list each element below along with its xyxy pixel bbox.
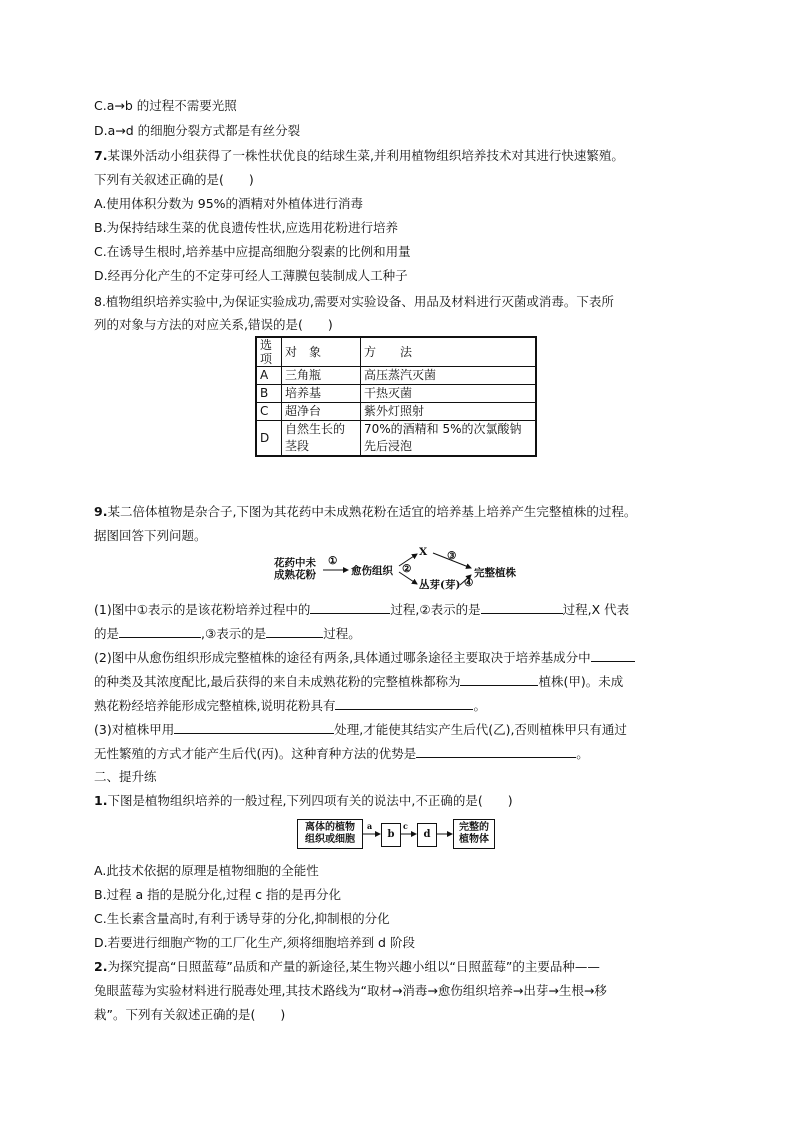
diagram-box-d: d bbox=[417, 823, 437, 847]
b2-stem-line3: 栽”。下列有关叙述正确的是( ) bbox=[94, 1007, 286, 1022]
q6-option-c: C.a→b 的过程不需要光照 bbox=[94, 98, 237, 113]
q7-option-b: B.为保持结球生菜的优良遗传性状,应选用花粉进行培养 bbox=[94, 220, 399, 235]
row-d-object: 自然生长的 茎段 bbox=[282, 421, 361, 457]
row-c-object: 超净台 bbox=[282, 403, 361, 421]
row-c-option: C bbox=[256, 403, 282, 421]
header-option: 选 项 bbox=[256, 337, 282, 367]
b2-stem-text: 为探究提高“日照蓝莓”品质和产量的新途径,某生物兴趣小组以“日照蓝莓”的主要品种—— bbox=[107, 959, 600, 974]
q9-stem-line1: 9.某二倍体植物是杂合子,下图为其花药中未成熟花粉在适宜的培养基上培养产生完整植株的过程。 bbox=[94, 504, 637, 519]
q7-stem-line1: 7.某课外活动小组获得了一株性状优良的结球生菜,并利用植物组织培养技术对其进行快速繁殖。 bbox=[94, 148, 624, 163]
b2-stem-line2: 兔眼蓝莓为实验材料进行脱毒处理,其技术路线为“取材→消毒→愈伤组织培养→出芽→生根→移 bbox=[94, 983, 607, 998]
row-d-option: D bbox=[256, 421, 282, 457]
diagram-box-whole-plant: 完整的 植物体 bbox=[453, 819, 495, 849]
diagram-source: 花药中未 成熟花粉 bbox=[274, 557, 316, 581]
q7-stem-line2: 下列有关叙述正确的是( ) bbox=[94, 172, 254, 187]
row-a-method: 高压蒸汽灭菌 bbox=[361, 367, 537, 385]
q9-stem-line2: 据图回答下列问题。 bbox=[94, 528, 207, 543]
q7-stem-text: 某课外活动小组获得了一株性状优良的结球生菜,并利用植物组织培养技术对其进行快速繁殖。 bbox=[107, 148, 624, 163]
diagram-plant: 完整植株 bbox=[474, 567, 516, 579]
diagram-box-explant: 离体的植物 组织或细胞 bbox=[297, 819, 363, 849]
b1-stem: 1.下图是植物组织培养的一般过程,下列四项有关的说法中,不正确的是( ) bbox=[94, 793, 513, 808]
q7-option-a: A.使用体积分数为 95%的酒精对外植体进行消毒 bbox=[94, 196, 364, 211]
q9-part3-line1: (3)对植株甲用 处理,才能使其结实产生后代(乙),否则植株甲只有通过 bbox=[94, 722, 627, 737]
diagram-step3-label: ③ bbox=[447, 550, 457, 562]
q9-part2-line1: (2)图中从愈伤组织形成完整植株的途径有两条,具体通过哪条途径主要取决于培养基成分中 bbox=[94, 648, 635, 667]
b2-stem-line1: 2.为探究提高“日照蓝莓”品质和产量的新途径,某生物兴趣小组以“日照蓝莓”的主要品种—— bbox=[94, 959, 600, 974]
row-d-method: 70%的酒精和 5%的次氯酸钠 先后浸泡 bbox=[361, 421, 537, 457]
diagram-x: X bbox=[419, 546, 428, 558]
q9-part3-line2: 无性繁殖的方式才能产生后代(丙)。这种育种方法的优势是 。 bbox=[94, 746, 589, 761]
section-heading: 二、提升练 bbox=[94, 769, 157, 784]
b1-option-d: D.若要进行细胞产物的工厂化生产,须将细胞培养到 d 阶段 bbox=[94, 935, 415, 950]
q7-option-c: C.在诱导生根时,培养基中应提高细胞分裂素的比例和用量 bbox=[94, 244, 411, 259]
diagram-step2-label: ② bbox=[402, 563, 412, 575]
q6-option-d: D.a→d 的细胞分裂方式都是有丝分裂 bbox=[94, 123, 301, 138]
header-object: 对 象 bbox=[282, 337, 361, 367]
b1-option-a: A.此技术依据的原理是植物细胞的全能性 bbox=[94, 863, 319, 878]
b1-option-b: B.过程 a 指的是脱分化,过程 c 指的是再分化 bbox=[94, 887, 341, 902]
q9-part1-line2: 的是 ,③表示的是 过程。 bbox=[94, 626, 361, 641]
q7-option-d: D.经再分化产生的不定芽可经人工薄膜包装制成人工种子 bbox=[94, 268, 408, 283]
diagram-label-c: c bbox=[403, 821, 408, 831]
b1-stem-text: 下图是植物组织培养的一般过程,下列四项有关的说法中,不正确的是( ) bbox=[107, 793, 513, 808]
b1-option-c: C.生长素含量高时,有利于诱导芽的分化,抑制根的分化 bbox=[94, 911, 390, 926]
q9-part2-line3: 熟花粉经培养能形成完整植株,说明花粉具有 。 bbox=[94, 698, 486, 713]
q9-stem-text: 某二倍体植物是杂合子,下图为其花药中未成熟花粉在适宜的培养基上培养产生完整植株的过程。 bbox=[107, 504, 637, 519]
q8-stem-line2: 列的对象与方法的对应关系,错误的是( ) bbox=[94, 317, 333, 332]
row-b-option: B bbox=[256, 385, 282, 403]
diagram-callus: 愈伤组织 bbox=[351, 565, 393, 577]
diagram-bud: 丛芽(芽) bbox=[419, 579, 461, 591]
row-a-object: 三角瓶 bbox=[282, 367, 361, 385]
row-a-option: A bbox=[256, 367, 282, 385]
q8-stem-line1: 8.植物组织培养实验中,为保证实验成功,需要对实验设备、用品及材料进行灭菌或消毒。下表所 bbox=[94, 294, 614, 309]
diagram-step4-label: ④ bbox=[464, 577, 474, 589]
q9-part1-line1: (1)图中①表示的是该花粉培养过程中的 过程,②表示的是 过程,X 代表 bbox=[94, 602, 630, 617]
diagram-label-a: a bbox=[367, 821, 373, 831]
row-b-method: 干热灭菌 bbox=[361, 385, 537, 403]
q9-part2-line2: 的种类及其浓度配比,最后获得的来自未成熟花粉的完整植株都称为 植株(甲)。未成 bbox=[94, 674, 624, 689]
header-method: 方 法 bbox=[361, 337, 537, 367]
diagram-box-b: b bbox=[381, 823, 401, 847]
diagram-step1-label: ① bbox=[328, 555, 338, 567]
row-c-method: 紫外灯照射 bbox=[361, 403, 537, 421]
row-b-object: 培养基 bbox=[282, 385, 361, 403]
